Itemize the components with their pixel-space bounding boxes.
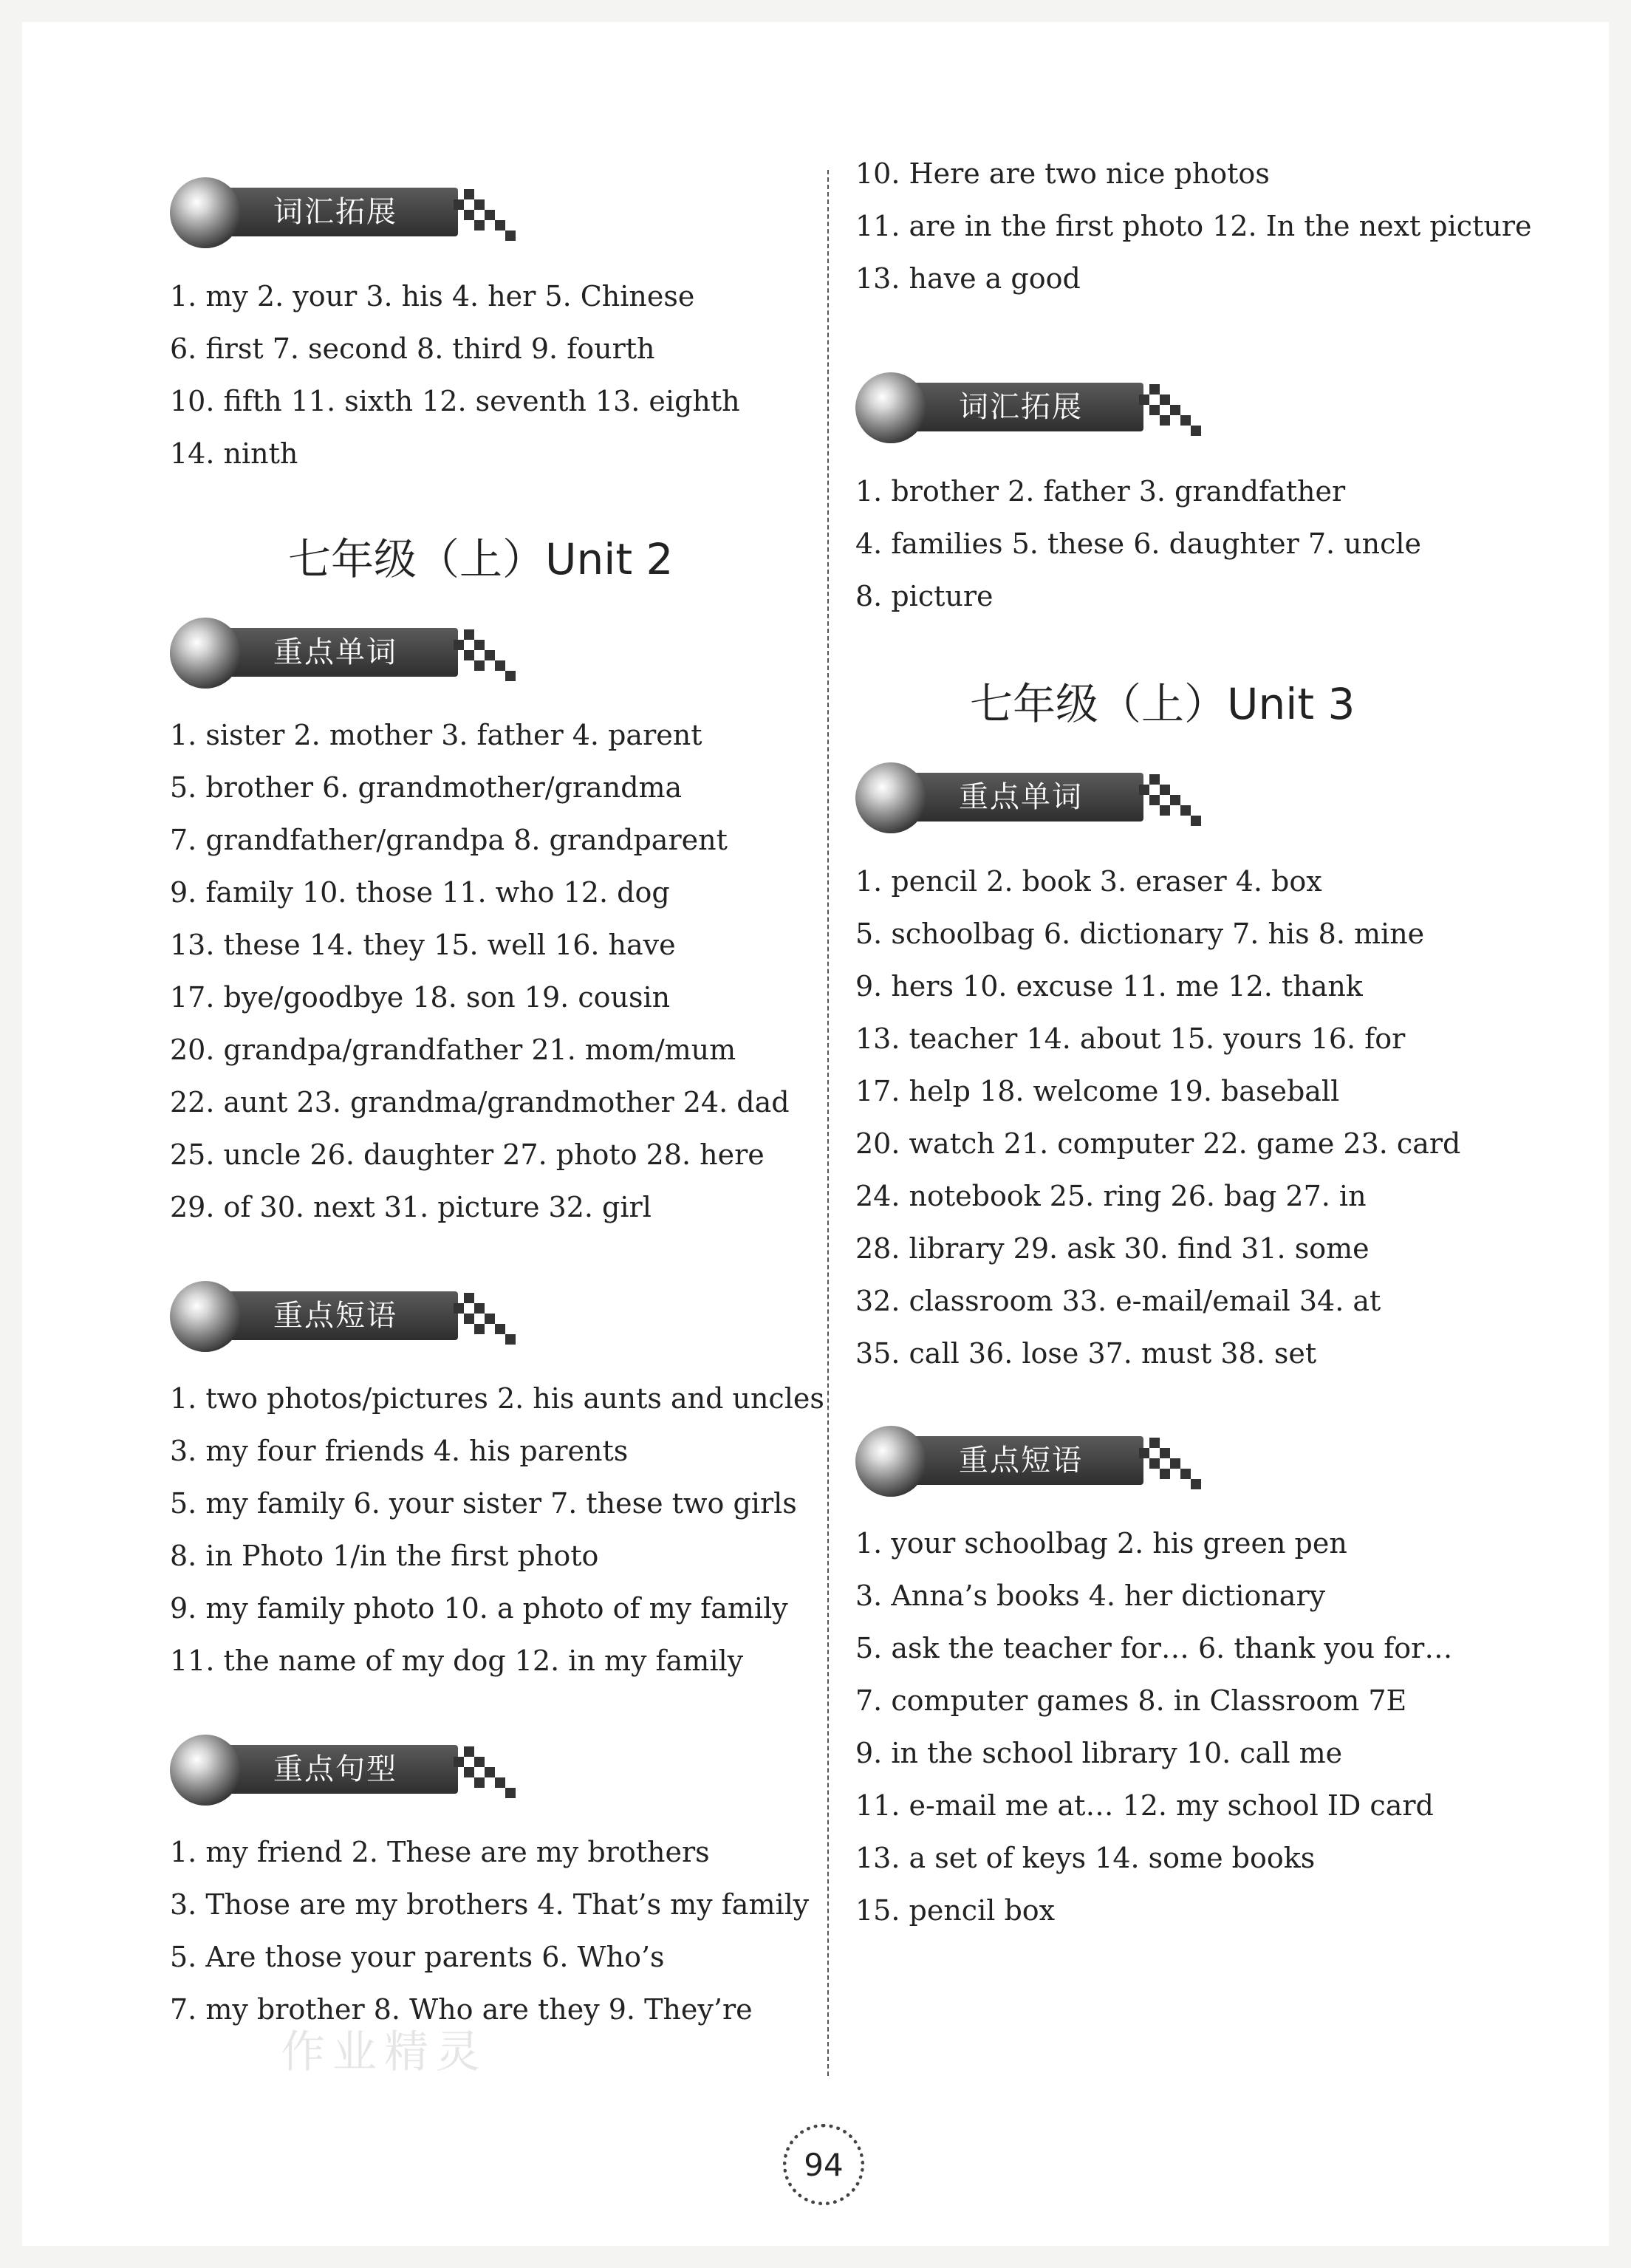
answer-line: 1. two photos/pictures 2. his aunts and uncles [170,1382,824,1415]
answer-line: 10. fifth 11. sixth 12. seventh 13. eighth [170,385,740,417]
answer-line: 20. watch 21. computer 22. game 23. card [855,1127,1461,1160]
checker-pattern-icon [1139,380,1213,439]
answer-line: 9. in the school library 10. call me [855,1737,1343,1769]
answer-page [22,22,1609,2246]
section-heading-badge [170,618,539,689]
answer-line: 1. my 2. your 3. his 4. her 5. Chinese [170,280,695,312]
section-heading: 重点单词 [273,635,397,669]
answer-list [170,1826,809,2036]
section-heading: 重点短语 [273,1299,397,1333]
answer-line: 8. picture [855,580,994,612]
checker-pattern-icon [454,1288,527,1348]
answer-line: 5. my family 6. your sister 7. these two girls [170,1487,797,1520]
answer-line: 13. a set of keys 14. some books [855,1842,1316,1874]
sphere-icon [170,1735,241,1806]
answer-line: 5. schoolbag 6. dictionary 7. his 8. mine [855,918,1425,950]
checker-pattern-icon [454,185,527,244]
answer-list [170,1373,824,1687]
answer-line: 5. ask the teacher for… 6. thank you for… [855,1632,1453,1664]
answer-line: 1. sister 2. mother 3. father 4. parent [170,719,702,751]
answer-line: 1. brother 2. father 3. grandfather [855,475,1346,508]
answer-list [855,465,1421,623]
answer-line: 1. your schoolbag 2. his green pen [855,1527,1347,1560]
answer-line: 15. pencil box [855,1894,1056,1927]
sphere-icon [170,1281,241,1352]
unit-title: 七年级（上）Unit 2 [288,534,674,584]
answer-line: 8. in Photo 1/in the first photo [170,1540,599,1572]
answer-line: 7. computer games 8. in Classroom 7E [855,1684,1407,1717]
section-heading: 词汇拓展 [273,195,397,229]
answer-line: 1. pencil 2. book 3. eraser 4. box [855,865,1322,898]
answer-line: 35. call 36. lose 37. must 38. set [855,1337,1317,1370]
answer-line: 11. are in the first photo 12. In the next picture [855,210,1532,242]
answer-list [855,1517,1452,1937]
answer-line: 11. e-mail me at… 12. my school ID card [855,1789,1434,1822]
section-heading-badge [170,1735,539,1806]
answer-line: 29. of 30. next 31. picture 32. girl [170,1191,652,1223]
answer-line: 7. grandfather/grandpa 8. grandparent [170,824,728,856]
sphere-icon [170,618,241,689]
answer-line: 13. teacher 14. about 15. yours 16. for [855,1022,1406,1055]
answer-line: 3. Anna’s books 4. her dictionary [855,1579,1326,1612]
answer-line: 28. library 29. ask 30. find 31. some [855,1232,1370,1265]
sphere-icon [855,372,926,443]
answer-line: 4. families 5. these 6. daughter 7. uncle [855,527,1422,560]
answer-line: 17. help 18. welcome 19. baseball [855,1075,1340,1107]
section-heading-badge [855,762,1225,833]
answer-line: 32. classroom 33. e-mail/email 34. at [855,1285,1381,1317]
answer-list [855,855,1460,1380]
section-heading-badge [855,1426,1225,1497]
answer-line: 9. my family photo 10. a photo of my family [170,1592,788,1625]
answer-line: 5. brother 6. grandmother/grandma [170,771,683,804]
answer-line: 7. my brother 8. Who are they 9. They’re [170,1993,753,2026]
answer-line: 1. my friend 2. These are my brothers [170,1836,710,1868]
section-heading: 重点单词 [959,780,1083,814]
section-heading: 词汇拓展 [959,390,1083,424]
section-heading-badge [855,372,1225,443]
answer-line: 3. Those are my brothers 4. That’s my family [170,1888,810,1921]
answer-line: 24. notebook 25. ring 26. bag 27. in [855,1180,1367,1212]
checker-pattern-icon [1139,1433,1213,1492]
answer-list [170,270,740,480]
answer-line: 3. my four friends 4. his parents [170,1435,629,1467]
answer-line: 9. hers 10. excuse 11. me 12. thank [855,970,1363,1003]
answer-line: 25. uncle 26. daughter 27. photo 28. here [170,1138,765,1171]
section-heading-badge [170,1281,539,1352]
answer-line: 13. these 14. they 15. well 16. have [170,929,676,961]
answer-line: 22. aunt 23. grandma/grandmother 24. dad [170,1086,790,1118]
answer-line: 17. bye/goodbye 18. son 19. cousin [170,981,671,1014]
section-heading: 重点短语 [959,1444,1083,1478]
answer-line: 14. ninth [170,437,298,470]
answer-line: 20. grandpa/grandfather 21. mom/mum [170,1034,736,1066]
answer-line: 10. Here are two nice photos [855,157,1270,190]
section-heading-badge [170,177,539,248]
checker-pattern-icon [454,1742,527,1801]
sphere-icon [855,762,926,833]
answer-line: 11. the name of my dog 12. in my family [170,1644,744,1677]
answer-line: 6. first 7. second 8. third 9. fourth [170,332,655,365]
page-number: 94 [783,2124,864,2205]
answer-list [855,148,1531,305]
answer-line: 5. Are those your parents 6. Who’s [170,1941,665,1973]
unit-title: 七年级（上）Unit 3 [970,679,1355,729]
column-divider [827,170,829,2076]
answer-line: 13. have a good [855,262,1081,295]
answer-line: 9. family 10. those 11. who 12. dog [170,876,670,909]
checker-pattern-icon [1139,770,1213,829]
checker-pattern-icon [454,625,527,684]
answer-list [170,709,790,1234]
sphere-icon [855,1426,926,1497]
watermark: 作业精灵 [281,2026,488,2078]
sphere-icon [170,177,241,248]
section-heading: 重点句型 [273,1752,397,1786]
